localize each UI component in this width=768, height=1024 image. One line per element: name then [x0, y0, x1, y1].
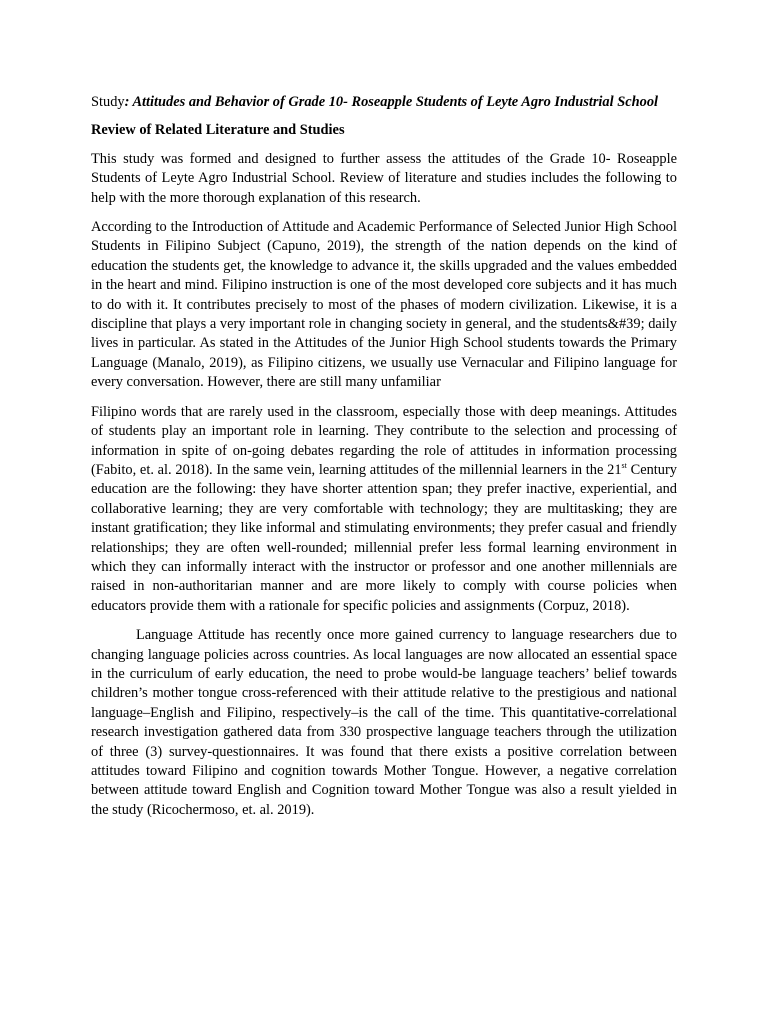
section-heading: Review of Related Literature and Studies — [91, 122, 345, 139]
paragraph-fabito-text-2: Century education are the following: they have shorter attention span; they prefer inactive, experiential, and collaborative learning; they are very comfortable with technology; they are multitasking; they are instant gratification; they like informal and stimulating environments; they prefer casual and friendly relationships; they are often well-rounded; millennial prefer less formal learning environment in which they can informally interact with the instructor or professor and one another millennials are raised in non-authoritarian manner and are more likely to comply with course policies when educators provide them with a rationale for specific policies and assignments (Corpuz, 2018). — [91, 461, 677, 614]
paragraph-language-attitude: Language Attitude has recently once more gained currency to language researchers due to changing language policies across countries. As local languages are now allocated an essential space in the curriculum of early education, the need to probe would-be language teachers’ belief towards children’s mother tongue cross-referenced with their attitude relative to the prestigious and national language–English and Filipino, respectively–is the call of the time. This quantitative-correlational research investigation gathered data from 330 prospective language teachers through the utilization of three (3) survey-questionnaires. It was found that there exists a positive correlation between attitudes toward Filipino and cognition towards Mother Tongue. However, a negative correlation between attitude toward English and Cognition toward Mother Tongue was also a result yielded in the study (Ricochermoso, et. al. 2019). — [91, 627, 677, 818]
study-prefix: Study — [91, 94, 125, 110]
study-title-text: : Attitudes and Behavior of Grade 10- Roseapple Students of Leyte Agro Industrial School — [124, 94, 659, 110]
paragraph-fabito-text-1: Filipino words that are rarely used in the classroom, especially those with deep meanings. Attitudes of students play an important role in learning. They contribute to the selection and processing of information in spite of on-going debates regarding the role of attitudes in information processing (Fabito, et. al. 2018). In the same vein, learning attitudes of the millennial learners in the 21 — [91, 403, 677, 478]
study-title — [91, 93, 677, 112]
paragraph-capuno: According to the Introduction of Attitude and Academic Performance of Selected Junior High School Students in Filipino Subject (Capuno, 2019), the strength of the nation depends on the kind of education the students get, the knowledge to advance it, the skills upgraded and the values embedded in the heart and mind. Filipino instruction is one of the most developed core subjects and it has much to do with it. It contributes precisely to most of the phases of modern civilization. Likewise, it is a discipline that plays a very important role in changing society in general, and the students&#39; daily lives in particular. As stated in the Attitudes of the Junior High School students towards the Primary Language (Manalo, 2019), as Filipino citizens, we usually use Vernacular and Filipino language for every conversation. However, there are still many unfamiliar — [91, 219, 677, 391]
document-body — [91, 93, 677, 830]
paragraph-intro: This study was formed and designed to further assess the attitudes of the Grade 10- Roseapple Students of Leyte Agro Industrial School. Review of literature and studies includes the following to help with the more thorough explanation of this research. — [91, 150, 677, 206]
superscript-st: st — [621, 461, 627, 471]
paragraph-fabito — [91, 403, 677, 616]
